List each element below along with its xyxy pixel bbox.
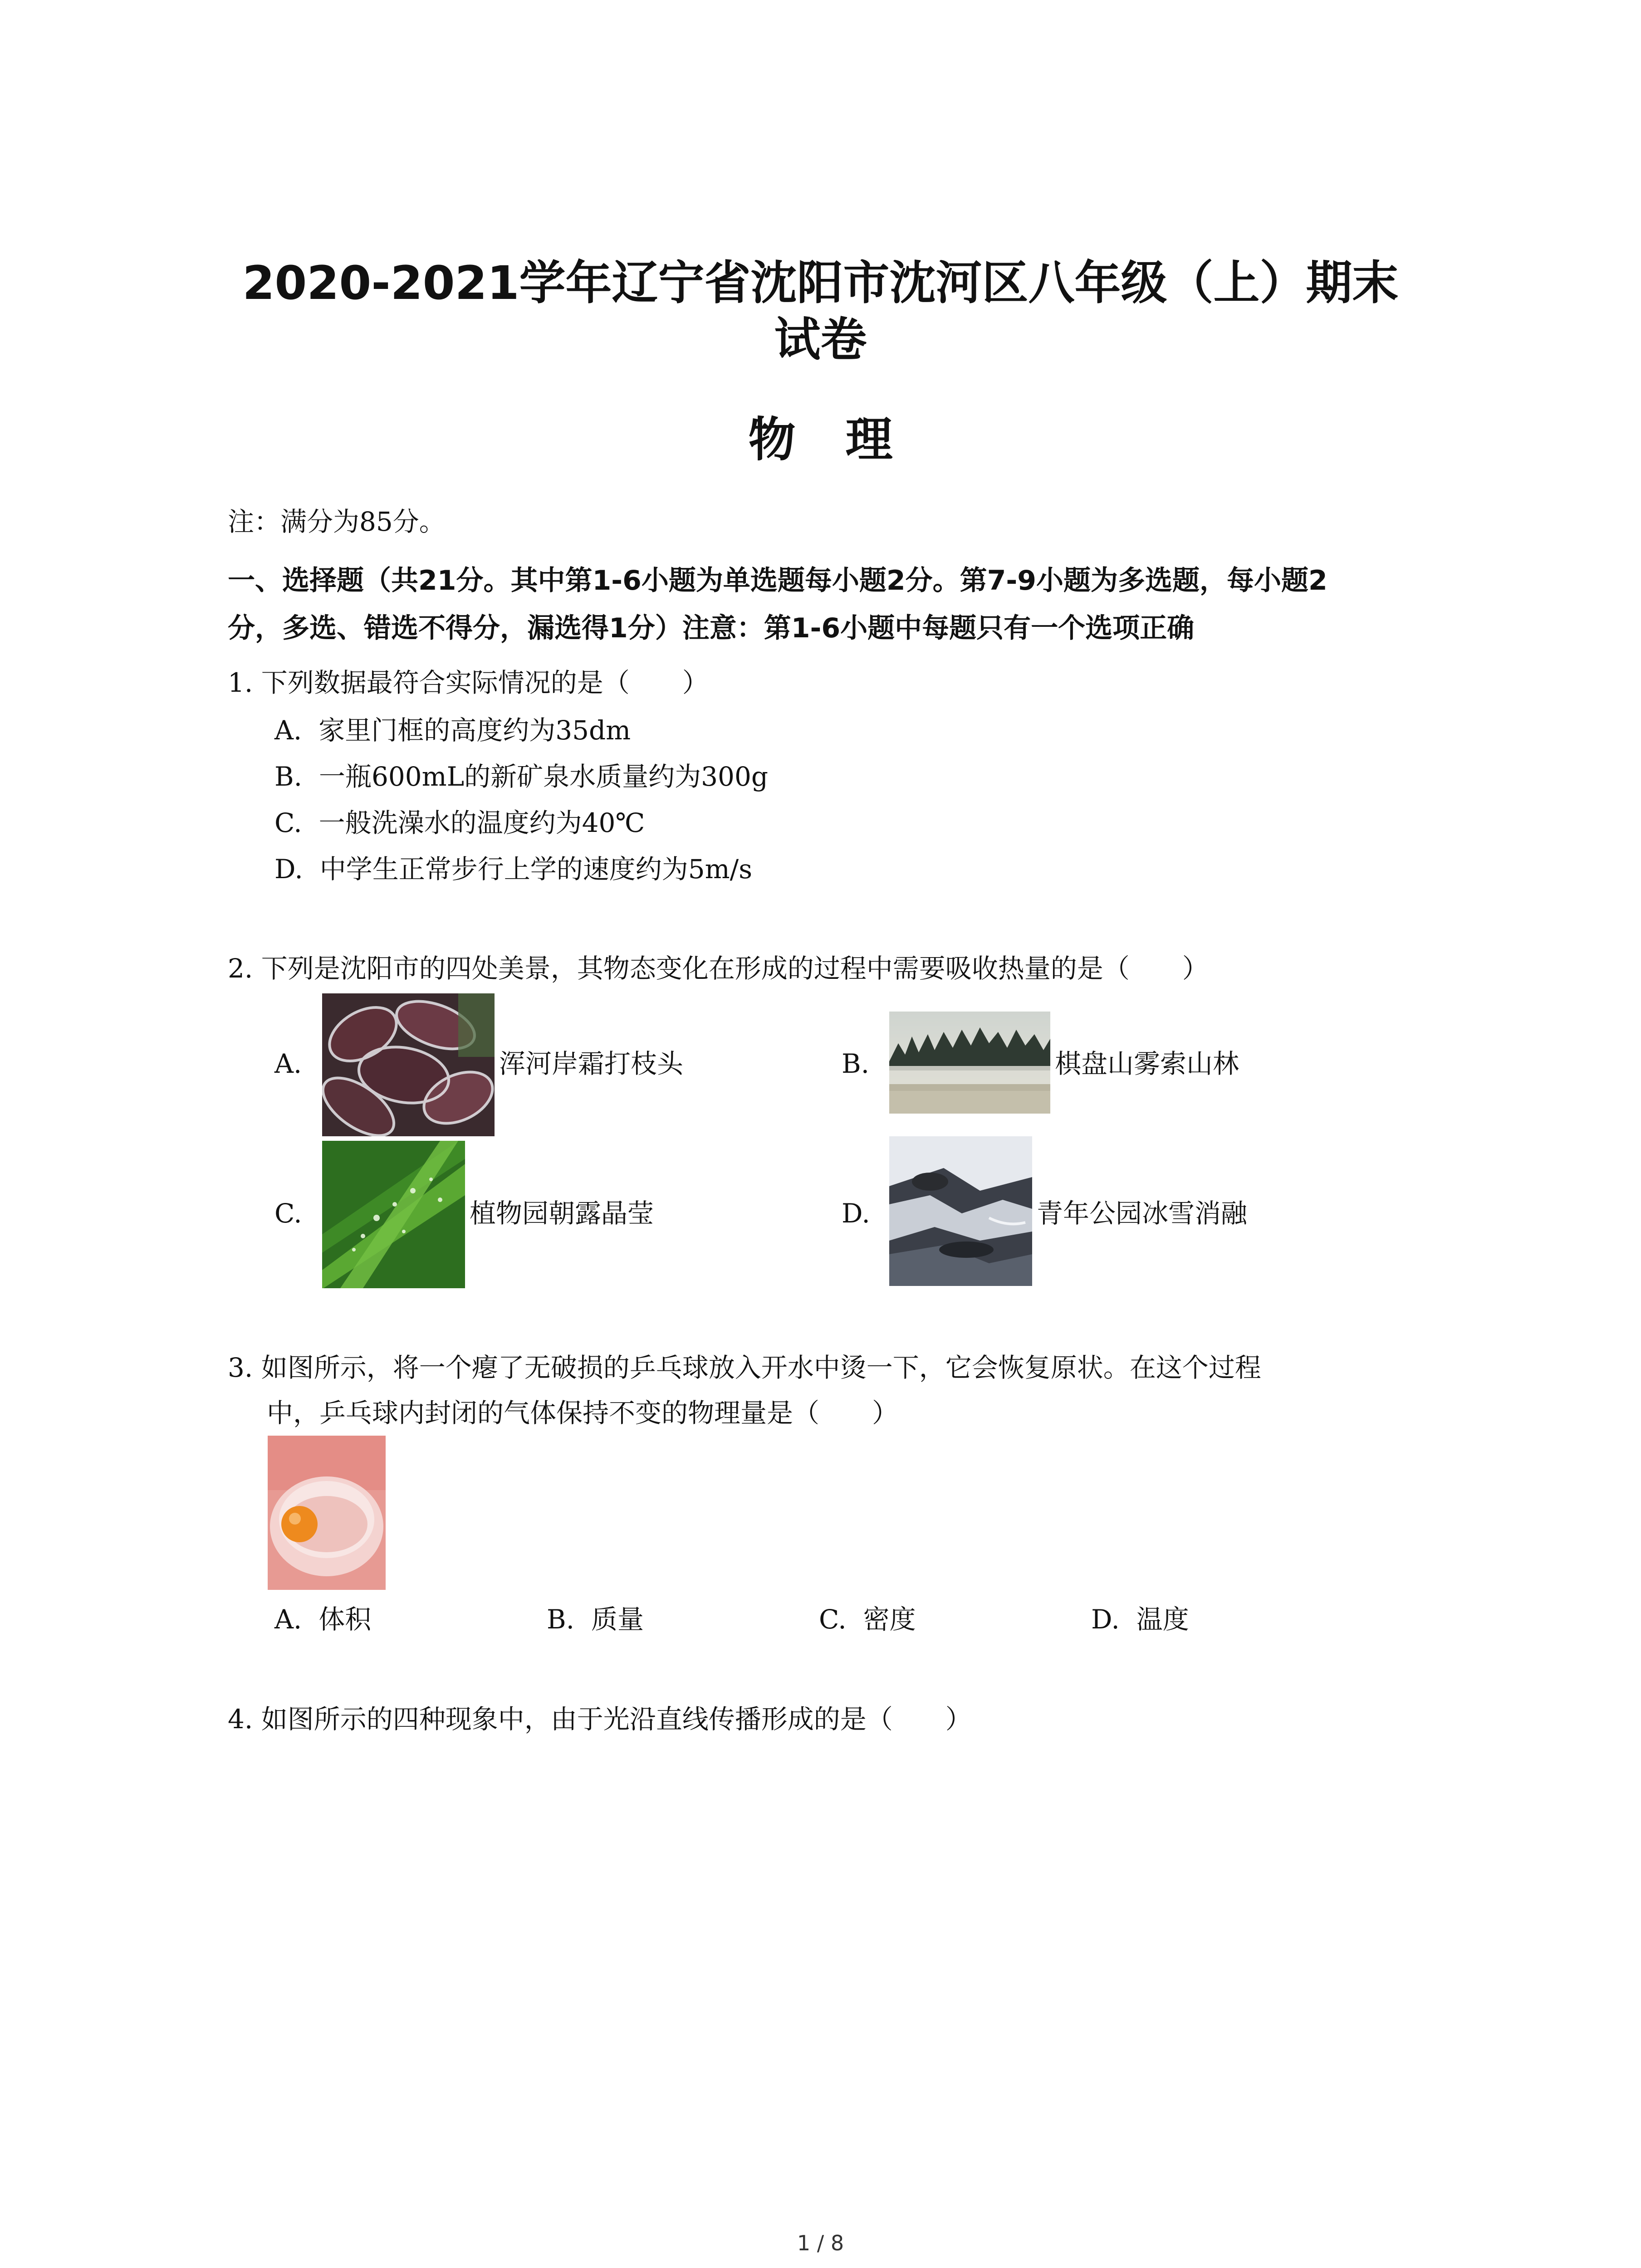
option-text: 质量 (591, 1604, 644, 1635)
option-label: A. (274, 1604, 302, 1635)
q2-option-b-label: B. (842, 1048, 870, 1079)
option-text: 温度 (1136, 1604, 1189, 1635)
question-3-stem-line-2: 中，乒乓球内封闭的气体保持不变的物理量是（ ） (267, 1398, 899, 1428)
q1-option-b (274, 758, 768, 795)
subject-heading: 物理 (748, 411, 943, 467)
q2-option-a-label: A. (274, 1048, 302, 1079)
title-line-1: 2020-2021学年辽宁省沈阳市沈河区八年级（上）期末 (242, 256, 1399, 310)
melting-ice-image (889, 1136, 1032, 1286)
option-label: A. (274, 715, 302, 746)
option-text: 中学生正常步行上学的速度约为5m/s (319, 854, 752, 885)
question-2-stem: 2. 下列是沈阳市的四处美景，其物态变化在形成的过程中需要吸收热量的是（ ） (228, 953, 1209, 984)
option-label: C. (274, 807, 302, 838)
option-text: 密度 (863, 1604, 916, 1635)
option-text: 一瓶600mL的新矿泉水质量约为300g (318, 761, 768, 792)
option-label: B. (547, 1604, 575, 1635)
ping-pong-ball-image (268, 1436, 386, 1590)
q2-option-a-text: 浑河岸霜打枝头 (499, 1048, 684, 1079)
q3-option-b (547, 1601, 644, 1637)
q2-option-d-label: D. (842, 1198, 870, 1229)
fog-forest-image (889, 1012, 1050, 1114)
q1-option-c (274, 805, 645, 841)
page-number: 1 / 8 (797, 2231, 844, 2255)
option-text: 家里门框的高度约为35dm (318, 715, 631, 746)
q1-option-d (274, 851, 752, 887)
option-label: B. (274, 761, 303, 792)
q3-option-a (274, 1601, 371, 1637)
option-text: 一般洗澡水的温度约为40℃ (318, 807, 645, 838)
frost-leaves-image (322, 993, 495, 1136)
question-1-stem: 1. 下列数据最符合实际情况的是（ ） (228, 667, 709, 698)
q2-option-c-text: 植物园朝露晶莹 (470, 1198, 654, 1229)
title-line-2: 试卷 (774, 313, 867, 367)
q2-option-d-text: 青年公园冰雪消融 (1037, 1198, 1248, 1229)
option-text: 体积 (318, 1604, 372, 1635)
section-heading-line-1: 一、选择题（共21分。其中第1-6小题为单选题每小题2分。第7-9小题为多选题，每小题2 (228, 565, 1327, 596)
question-4-stem: 4. 如图所示的四种现象中，由于光沿直线传播形成的是（ ） (228, 1704, 972, 1735)
option-label: D. (274, 854, 303, 885)
section-heading-line-2: 分，多选、错选不得分，漏选得1分）注意：第1-6小题中每题只有一个选项正确 (228, 612, 1195, 644)
option-label: C. (819, 1604, 847, 1635)
q2-option-b-text: 棋盘山雾索山林 (1055, 1048, 1239, 1079)
q3-option-d (1091, 1601, 1189, 1637)
dew-grass-image (322, 1141, 465, 1288)
q1-option-a (274, 712, 631, 748)
q3-option-c (819, 1601, 916, 1637)
question-3-stem-line-1: 3. 如图所示，将一个瘪了无破损的乒乓球放入开水中烫一下，它会恢复原状。在这个过程 (228, 1352, 1261, 1383)
option-label: D. (1091, 1604, 1120, 1635)
q2-option-c-label: C. (274, 1198, 302, 1229)
score-note: 注：满分为85分。 (228, 506, 446, 537)
